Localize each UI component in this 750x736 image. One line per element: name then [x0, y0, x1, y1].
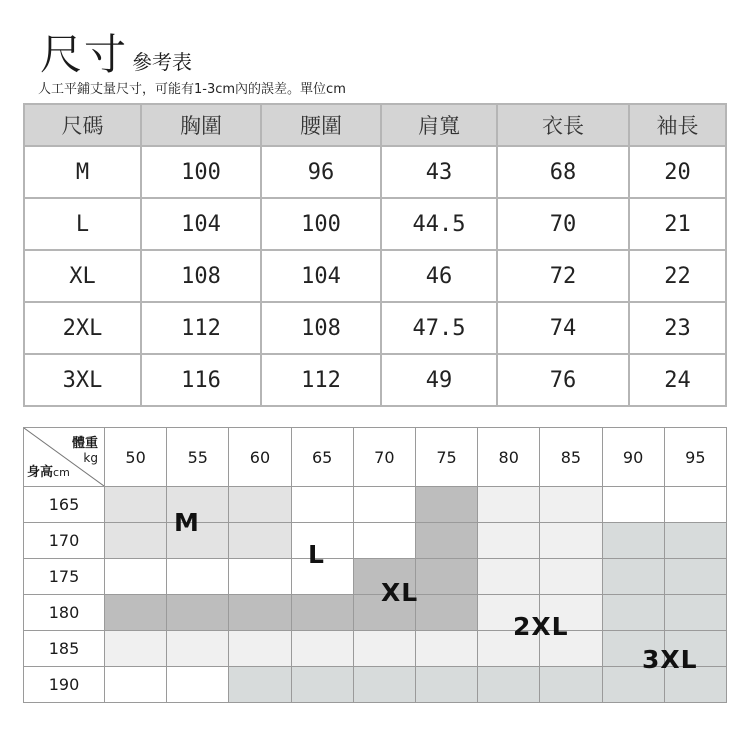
col-header-length: 衣長 [497, 104, 629, 146]
fit-cell [664, 559, 726, 595]
fit-chart-row [24, 559, 727, 595]
fit-cell [478, 559, 540, 595]
fit-chart-header-row [24, 428, 727, 487]
fit-chart-row [24, 595, 727, 631]
fit-cell [478, 487, 540, 523]
fit-cell [105, 667, 167, 703]
fit-cell [353, 667, 415, 703]
zone-label-2xl: 2XL [513, 612, 569, 641]
fit-cell [415, 667, 477, 703]
zone-label-3xl: 3XL [642, 645, 698, 674]
fit-cell [229, 523, 291, 559]
cell-sleeve: 20 [629, 146, 726, 198]
cell-chest: 100 [141, 146, 261, 198]
weight-header: 95 [664, 428, 726, 487]
fit-chart-row [24, 523, 727, 559]
col-header-shoulder: 肩寬 [381, 104, 497, 146]
weight-header: 80 [478, 428, 540, 487]
height-header: 185 [24, 631, 105, 667]
corner-height-unit: cm [53, 466, 70, 479]
cell-chest: 104 [141, 198, 261, 250]
fit-cell [229, 595, 291, 631]
fit-cell [478, 523, 540, 559]
fit-cell [540, 667, 602, 703]
zone-label-xl: XL [381, 578, 419, 607]
cell-shoulder: 43 [381, 146, 497, 198]
fit-cell [602, 487, 664, 523]
size-table-row [24, 146, 726, 198]
height-header: 180 [24, 595, 105, 631]
size-table-row [24, 198, 726, 250]
cell-chest: 112 [141, 302, 261, 354]
fit-cell [229, 487, 291, 523]
fit-cell [291, 487, 353, 523]
size-table-row [24, 250, 726, 302]
cell-length: 68 [497, 146, 629, 198]
fit-cell [105, 487, 167, 523]
zone-label-m: M [174, 508, 200, 537]
fit-chart-row [24, 631, 727, 667]
weight-header: 60 [229, 428, 291, 487]
fit-cell [291, 667, 353, 703]
fit-cell [167, 631, 229, 667]
fit-cell [540, 559, 602, 595]
fit-cell [353, 487, 415, 523]
corner-weight: 體重 [71, 436, 98, 451]
fit-cell [229, 559, 291, 595]
fit-cell [664, 523, 726, 559]
cell-chest: 116 [141, 354, 261, 406]
fit-cell [105, 631, 167, 667]
fit-cell [415, 595, 477, 631]
cell-length: 76 [497, 354, 629, 406]
height-header: 165 [24, 487, 105, 523]
weight-header: 70 [353, 428, 415, 487]
height-header: 170 [24, 523, 105, 559]
cell-length: 72 [497, 250, 629, 302]
fit-cell [540, 487, 602, 523]
fit-chart-row [24, 487, 727, 523]
cell-sleeve: 22 [629, 250, 726, 302]
cell-sleeve: 21 [629, 198, 726, 250]
fit-cell [167, 559, 229, 595]
cell-waist: 104 [261, 250, 381, 302]
fit-cell [540, 523, 602, 559]
col-header-chest: 胸圍 [141, 104, 261, 146]
fit-cell [478, 667, 540, 703]
page-title [40, 22, 192, 82]
fit-cell [602, 523, 664, 559]
weight-header: 65 [291, 428, 353, 487]
cell-size: XL [24, 250, 141, 302]
size-table-row [24, 302, 726, 354]
title-subtitle: 參考表 [132, 50, 193, 74]
zone-label-l: L [308, 540, 325, 569]
corner-height-label [27, 461, 70, 480]
fit-cell [229, 667, 291, 703]
fit-cell [602, 595, 664, 631]
fit-cell [291, 595, 353, 631]
fit-chart-table [23, 427, 727, 703]
fit-cell [664, 595, 726, 631]
corner-weight-unit: kg [83, 451, 98, 465]
height-header: 175 [24, 559, 105, 595]
size-table-row [24, 354, 726, 406]
cell-size: M [24, 146, 141, 198]
fit-chart-corner [24, 428, 105, 487]
corner-weight-label [72, 436, 98, 466]
cell-shoulder: 44.5 [381, 198, 497, 250]
fit-cell [353, 631, 415, 667]
weight-header: 90 [602, 428, 664, 487]
corner-height: 身高 [27, 465, 54, 480]
fit-chart-row [24, 667, 727, 703]
cell-size: L [24, 198, 141, 250]
cell-size: 3XL [24, 354, 141, 406]
fit-cell [415, 559, 477, 595]
fit-cell [167, 667, 229, 703]
title-main: 尺寸 [40, 30, 129, 79]
cell-shoulder: 49 [381, 354, 497, 406]
height-header: 190 [24, 667, 105, 703]
fit-cell [105, 523, 167, 559]
cell-size: 2XL [24, 302, 141, 354]
cell-waist: 112 [261, 354, 381, 406]
fit-cell [415, 631, 477, 667]
cell-length: 74 [497, 302, 629, 354]
fit-cell [167, 595, 229, 631]
weight-header: 75 [415, 428, 477, 487]
col-header-sleeve: 袖長 [629, 104, 726, 146]
measurement-note: 人工平鋪丈量尺寸，可能有1-3cm內的誤差。單位cm [38, 82, 346, 97]
weight-header: 85 [540, 428, 602, 487]
cell-shoulder: 47.5 [381, 302, 497, 354]
fit-cell [602, 559, 664, 595]
size-table [23, 103, 727, 407]
col-header-waist: 腰圍 [261, 104, 381, 146]
cell-waist: 100 [261, 198, 381, 250]
fit-cell [664, 487, 726, 523]
col-header-size: 尺碼 [24, 104, 141, 146]
cell-length: 70 [497, 198, 629, 250]
fit-cell [415, 523, 477, 559]
fit-cell [105, 559, 167, 595]
fit-cell [229, 631, 291, 667]
fit-cell [353, 523, 415, 559]
cell-shoulder: 46 [381, 250, 497, 302]
weight-header: 55 [167, 428, 229, 487]
cell-sleeve: 24 [629, 354, 726, 406]
cell-chest: 108 [141, 250, 261, 302]
fit-cell [291, 631, 353, 667]
weight-header: 50 [105, 428, 167, 487]
size-table-header-row [24, 104, 726, 146]
fit-cell [415, 487, 477, 523]
cell-waist: 96 [261, 146, 381, 198]
cell-waist: 108 [261, 302, 381, 354]
cell-sleeve: 23 [629, 302, 726, 354]
fit-cell [105, 595, 167, 631]
